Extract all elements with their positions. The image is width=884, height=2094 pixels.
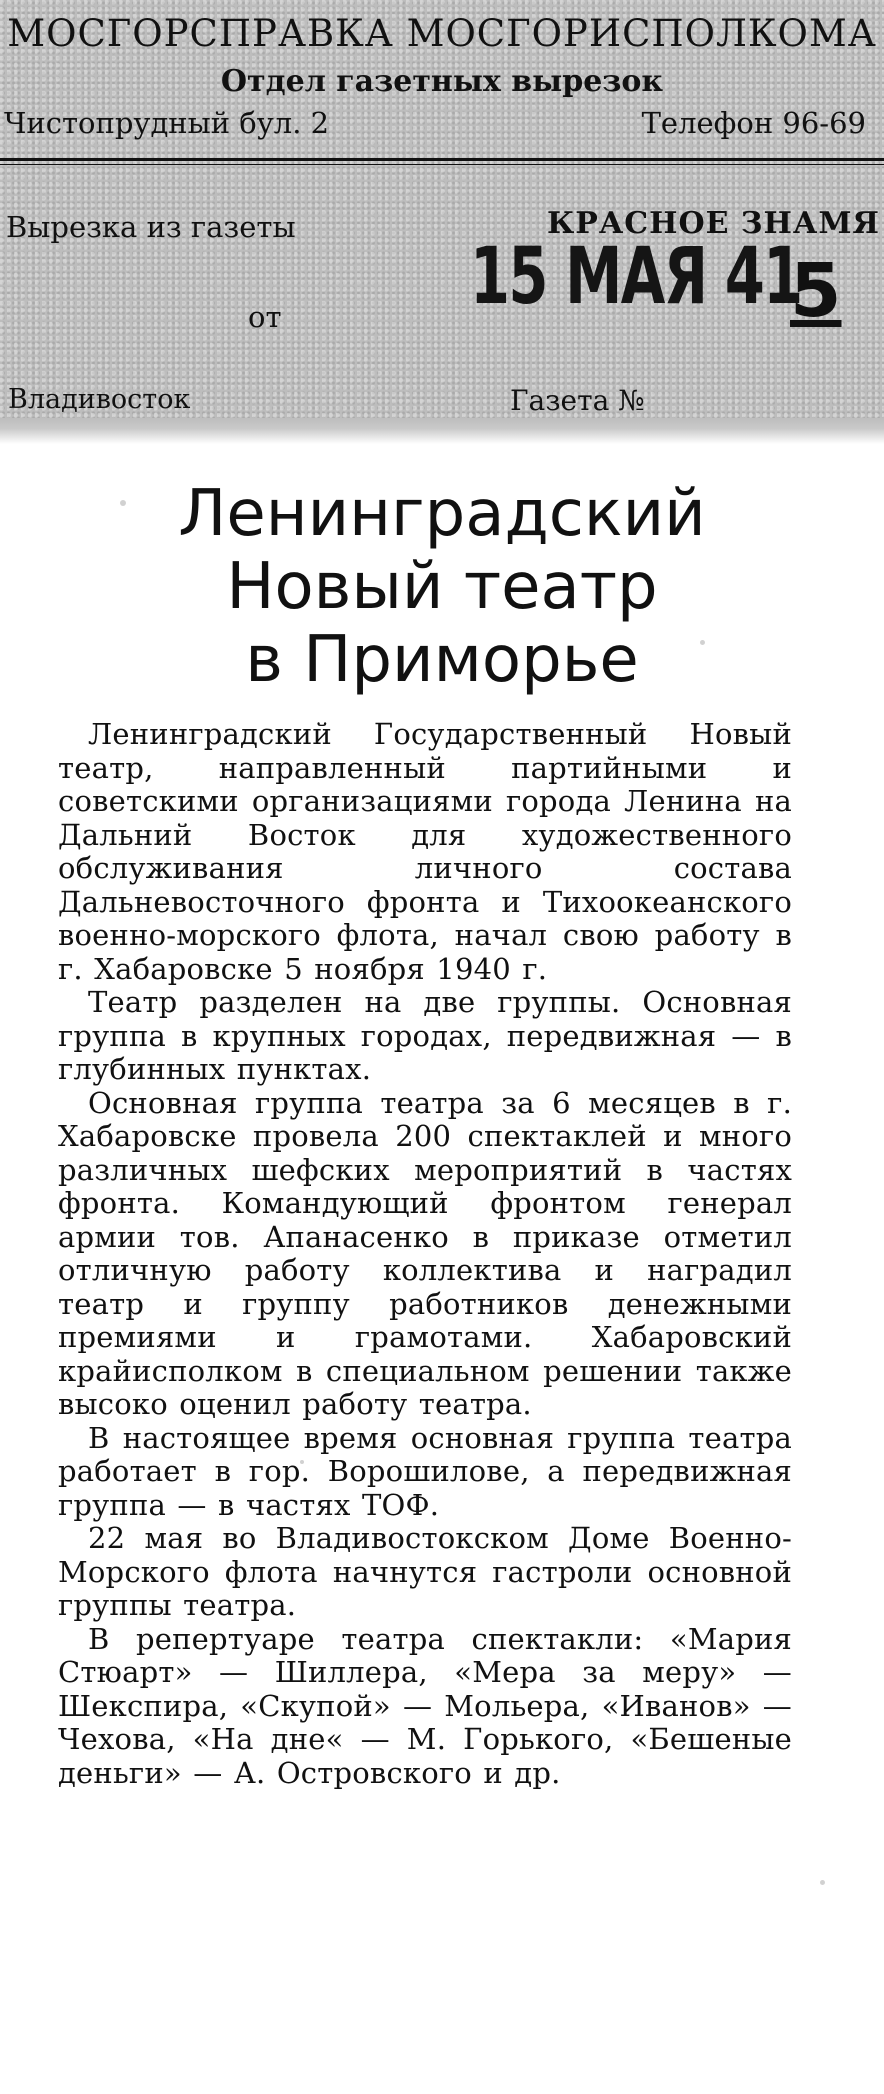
paragraph: В настоящее время основная группа театра работает в гор. Ворошилове, а передвижная группа — в частях ТОФ. (58, 1420, 792, 1522)
torn-edge (0, 418, 884, 444)
department-name: Отдел газетных вырезок (220, 64, 664, 99)
headline-line-3: в Приморье (245, 623, 639, 697)
city-label: Владивосток (8, 384, 191, 415)
agency-phone: Телефон 96-69 (641, 106, 866, 140)
print-speck (820, 1880, 825, 1885)
paragraph: 22 мая во Владивостокском Доме Военно-Морского флота начнутся гастроли основной группы театра. (58, 1521, 792, 1622)
date-stamp: 15 МАЯ 41 (470, 232, 802, 322)
agency-address: Чистопрудный бул. 2 (4, 106, 330, 140)
paragraph: Ленинградский Государственный Новый театр, направленный партийными и советскими организациями города Ленина на Дальний Восток для художественного обслуживания личного состава Дальневосточного фронта и Тихоокеанского военно-морского флота, начал свою работу в г. Хабаровске 5 ноября 1940 г. (58, 717, 792, 986)
clipping-header (0, 0, 884, 432)
newspaper-name: КРАСНОЕ ЗНАМЯ (546, 206, 880, 241)
agency-name: МОСГОРСПРАВКА МОСГОРИСПОЛКОМА (7, 12, 877, 55)
paragraph: В репертуаре театра спектакли: «Мария Стюарт» — Шиллера, «Мера за меру» — Шекспира, «Скупой» — Мольера, «Иванов» — Чехова, «На дне« — М. Горького, «Бешеные деньги» — А. Островского и др. (58, 1621, 792, 1790)
header-rule-top (0, 158, 884, 161)
cutting-from-label: Вырезка из газеты (6, 210, 296, 244)
from-label: от (248, 300, 282, 334)
issue-number: 5 (790, 248, 842, 334)
headline-line-2: Новый театр (226, 550, 658, 624)
article-headline (0, 478, 884, 697)
paragraph: Театр разделен на две группы. Основная группа в крупных городах, передвижная — в глубинных пунктах. (58, 985, 792, 1086)
header-rule-thin (0, 164, 884, 165)
paragraph: Основная группа театра за 6 месяцев в г. Хабаровске провела 200 спектаклей и много различных шефских мероприятий в частях фронта. Командующий фронтом генерал армии тов. Апанасенко в приказе отметил отличную работу коллектива и наградил театр и группу работников денежными премиями и грамотами. Хабаровский крайисполком в специальном решении также высоко оценил работу театра. (58, 1085, 792, 1421)
headline-line-1: Ленинградский (178, 477, 706, 551)
article-body (58, 718, 792, 1790)
gazette-number-label: Газета № (510, 384, 645, 417)
